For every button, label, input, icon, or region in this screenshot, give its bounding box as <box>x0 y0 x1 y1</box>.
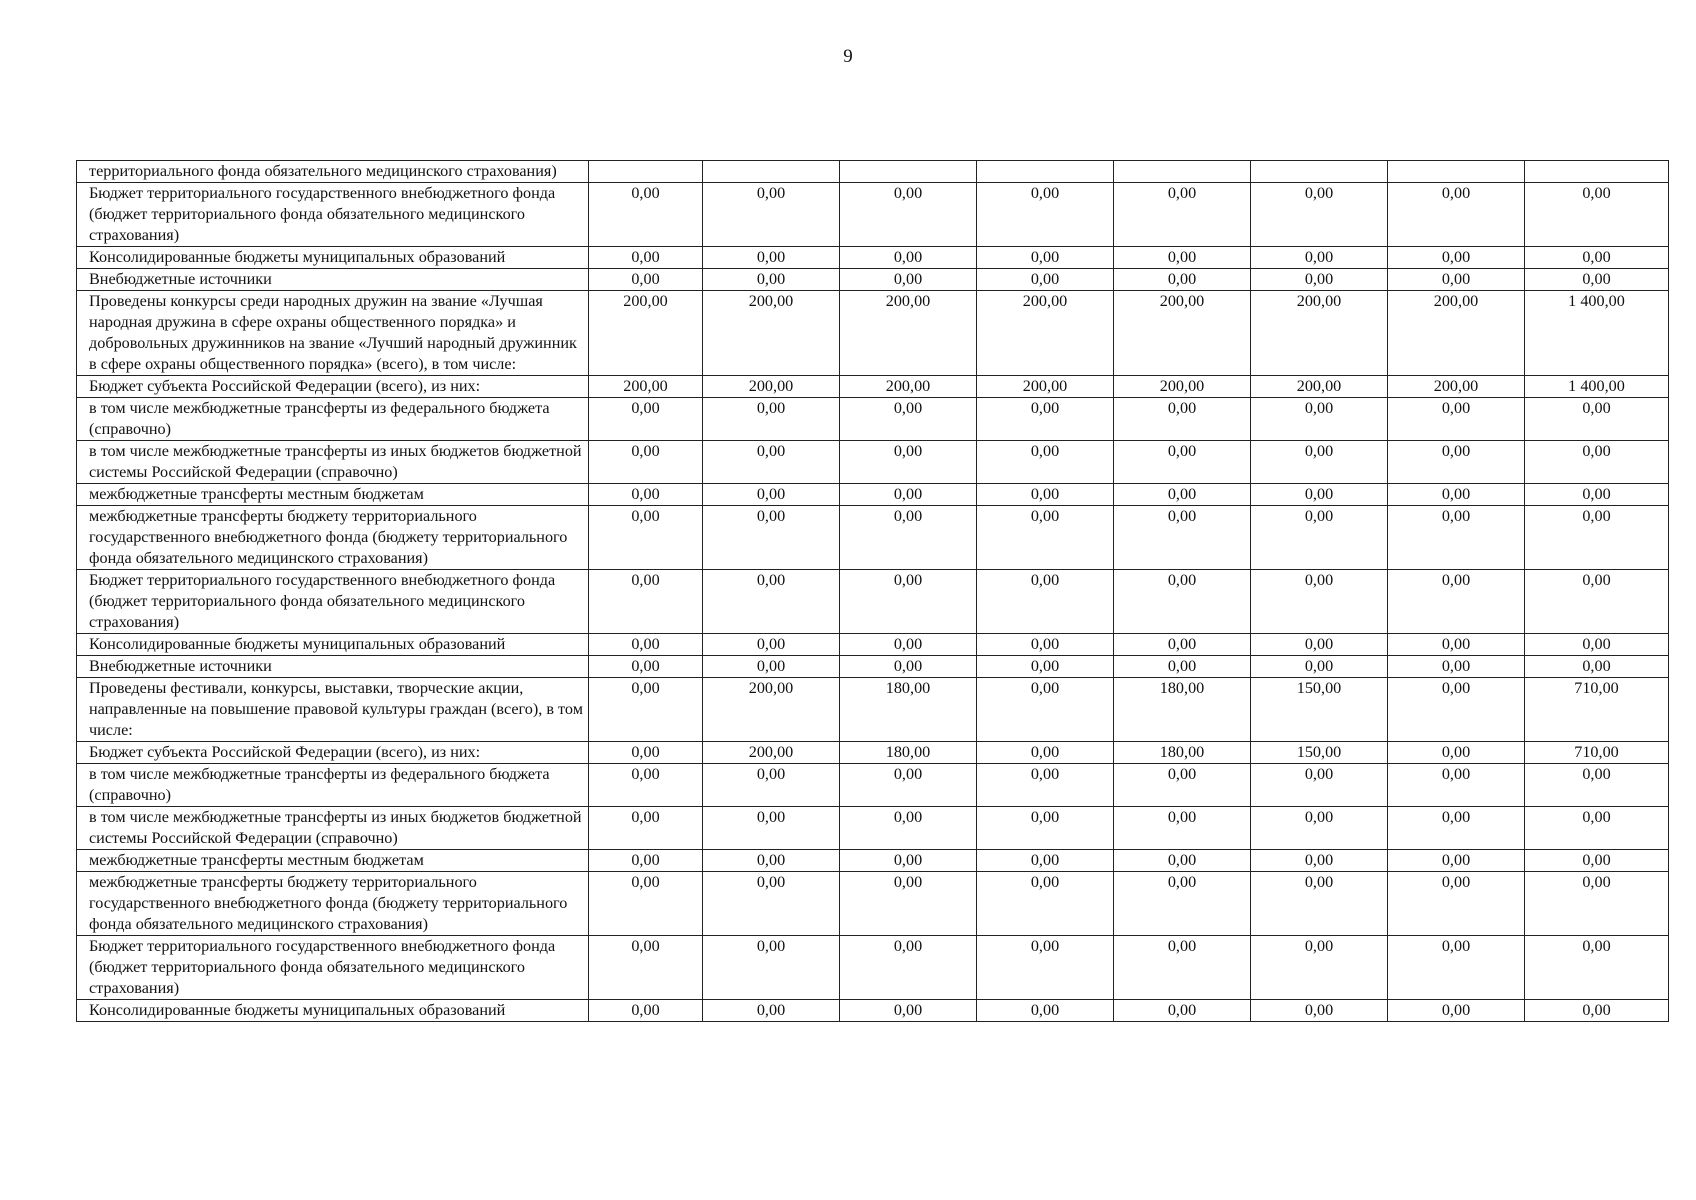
table-row <box>77 807 1669 850</box>
value-cell: 0,00 <box>1388 269 1525 291</box>
value-cell: 0,00 <box>840 398 977 441</box>
table-row <box>77 850 1669 872</box>
value-cell: 0,00 <box>977 742 1114 764</box>
value-cell: 200,00 <box>703 376 840 398</box>
row-label: Бюджет территориального государственного внебюджетного фонда (бюджет территориального фонда обязательного медицинского страхования) <box>77 570 589 634</box>
value-cell: 0,00 <box>1251 398 1388 441</box>
value-cell: 710,00 <box>1525 742 1669 764</box>
value-cell: 0,00 <box>703 872 840 936</box>
value-cell: 0,00 <box>840 1000 977 1022</box>
value-cell: 0,00 <box>840 850 977 872</box>
value-cell: 0,00 <box>1251 441 1388 484</box>
value-cell: 0,00 <box>840 247 977 269</box>
value-cell: 0,00 <box>703 850 840 872</box>
value-cell: 0,00 <box>977 247 1114 269</box>
row-label: Внебюджетные источники <box>77 269 589 291</box>
value-cell: 1 400,00 <box>1525 376 1669 398</box>
value-cell: 0,00 <box>703 269 840 291</box>
value-cell: 0,00 <box>1525 634 1669 656</box>
table-row <box>77 398 1669 441</box>
value-cell: 0,00 <box>1114 656 1251 678</box>
table-row <box>77 872 1669 936</box>
value-cell: 0,00 <box>589 570 703 634</box>
value-cell: 0,00 <box>977 1000 1114 1022</box>
value-cell: 0,00 <box>1251 850 1388 872</box>
value-cell: 180,00 <box>1114 678 1251 742</box>
value-cell: 0,00 <box>840 183 977 247</box>
value-cell: 0,00 <box>977 678 1114 742</box>
value-cell <box>1114 161 1251 183</box>
value-cell: 0,00 <box>1251 506 1388 570</box>
value-cell: 200,00 <box>840 376 977 398</box>
value-cell: 0,00 <box>1251 570 1388 634</box>
value-cell: 200,00 <box>1388 376 1525 398</box>
value-cell: 200,00 <box>1388 291 1525 376</box>
value-cell: 0,00 <box>1114 634 1251 656</box>
value-cell: 0,00 <box>1388 656 1525 678</box>
value-cell: 180,00 <box>840 678 977 742</box>
value-cell: 0,00 <box>840 764 977 807</box>
value-cell: 0,00 <box>1114 850 1251 872</box>
value-cell: 0,00 <box>703 506 840 570</box>
value-cell: 0,00 <box>1251 936 1388 1000</box>
value-cell: 200,00 <box>977 291 1114 376</box>
row-label: в том числе межбюджетные трансферты из федерального бюджета (справочно) <box>77 764 589 807</box>
value-cell: 0,00 <box>1251 247 1388 269</box>
value-cell: 200,00 <box>703 678 840 742</box>
value-cell: 0,00 <box>589 398 703 441</box>
value-cell: 0,00 <box>1525 398 1669 441</box>
table-row <box>77 484 1669 506</box>
value-cell: 0,00 <box>589 764 703 807</box>
value-cell: 1 400,00 <box>1525 291 1669 376</box>
value-cell: 0,00 <box>1388 1000 1525 1022</box>
value-cell: 0,00 <box>589 936 703 1000</box>
value-cell: 0,00 <box>703 247 840 269</box>
value-cell <box>703 161 840 183</box>
value-cell: 0,00 <box>840 441 977 484</box>
row-label: межбюджетные трансферты бюджету территориального государственного внебюджетного фонда (бюджету территориального фонда обязательного медицинского страхования) <box>77 872 589 936</box>
value-cell: 0,00 <box>1114 807 1251 850</box>
value-cell: 0,00 <box>1525 1000 1669 1022</box>
value-cell: 0,00 <box>589 247 703 269</box>
value-cell: 0,00 <box>589 850 703 872</box>
value-cell: 0,00 <box>1525 764 1669 807</box>
value-cell: 0,00 <box>1525 269 1669 291</box>
value-cell: 0,00 <box>589 484 703 506</box>
value-cell: 0,00 <box>703 1000 840 1022</box>
value-cell: 200,00 <box>1251 376 1388 398</box>
value-cell: 200,00 <box>1251 291 1388 376</box>
row-label: Бюджет субъекта Российской Федерации (всего), из них: <box>77 376 589 398</box>
value-cell: 0,00 <box>1114 183 1251 247</box>
row-label: межбюджетные трансферты местным бюджетам <box>77 484 589 506</box>
value-cell: 200,00 <box>1114 291 1251 376</box>
value-cell: 0,00 <box>840 634 977 656</box>
value-cell: 0,00 <box>977 570 1114 634</box>
value-cell: 200,00 <box>840 291 977 376</box>
value-cell: 0,00 <box>1251 656 1388 678</box>
row-label: Внебюджетные источники <box>77 656 589 678</box>
row-label: в том числе межбюджетные трансферты из иных бюджетов бюджетной системы Российской Федерации (справочно) <box>77 807 589 850</box>
value-cell: 0,00 <box>589 678 703 742</box>
value-cell <box>840 161 977 183</box>
value-cell: 0,00 <box>703 570 840 634</box>
table-body <box>77 161 1669 1022</box>
value-cell: 0,00 <box>840 872 977 936</box>
value-cell <box>977 161 1114 183</box>
row-label: Проведены конкурсы среди народных дружин на звание «Лучшая народная дружина в сфере охраны общественного порядка» и добровольных дружинников на звание «Лучший народный дружинник в сфере охраны общественного порядка» (всего), в том числе: <box>77 291 589 376</box>
value-cell: 0,00 <box>1114 570 1251 634</box>
table-row <box>77 764 1669 807</box>
table-row <box>77 742 1669 764</box>
value-cell: 0,00 <box>1114 441 1251 484</box>
value-cell: 0,00 <box>1525 872 1669 936</box>
value-cell: 0,00 <box>589 269 703 291</box>
value-cell: 0,00 <box>840 656 977 678</box>
value-cell: 0,00 <box>977 807 1114 850</box>
value-cell: 0,00 <box>1114 872 1251 936</box>
row-label: в том числе межбюджетные трансферты из федерального бюджета (справочно) <box>77 398 589 441</box>
value-cell: 0,00 <box>1525 484 1669 506</box>
value-cell: 0,00 <box>977 269 1114 291</box>
value-cell: 0,00 <box>1114 506 1251 570</box>
value-cell: 0,00 <box>840 484 977 506</box>
value-cell: 0,00 <box>1388 678 1525 742</box>
value-cell: 0,00 <box>1525 506 1669 570</box>
value-cell: 180,00 <box>1114 742 1251 764</box>
row-label: Бюджет территориального государственного внебюджетного фонда (бюджет территориального фонда обязательного медицинского страхования) <box>77 183 589 247</box>
row-label: Консолидированные бюджеты муниципальных образований <box>77 634 589 656</box>
value-cell: 200,00 <box>977 376 1114 398</box>
value-cell: 0,00 <box>1388 570 1525 634</box>
table-row <box>77 161 1669 183</box>
value-cell: 0,00 <box>1525 656 1669 678</box>
value-cell: 0,00 <box>703 807 840 850</box>
value-cell: 0,00 <box>1388 506 1525 570</box>
value-cell: 0,00 <box>977 183 1114 247</box>
value-cell: 0,00 <box>1114 764 1251 807</box>
table-row <box>77 634 1669 656</box>
value-cell: 0,00 <box>1388 183 1525 247</box>
value-cell <box>589 161 703 183</box>
value-cell: 0,00 <box>1388 742 1525 764</box>
value-cell: 0,00 <box>589 634 703 656</box>
value-cell: 0,00 <box>1251 1000 1388 1022</box>
table-row <box>77 506 1669 570</box>
value-cell: 0,00 <box>1251 484 1388 506</box>
value-cell: 0,00 <box>840 506 977 570</box>
value-cell: 0,00 <box>1525 807 1669 850</box>
value-cell: 0,00 <box>1251 764 1388 807</box>
value-cell: 0,00 <box>1525 183 1669 247</box>
table-row <box>77 656 1669 678</box>
row-label: Бюджет территориального государственного внебюджетного фонда (бюджет территориального фонда обязательного медицинского страхования) <box>77 936 589 1000</box>
table-row <box>77 247 1669 269</box>
budget-table <box>76 160 1669 1022</box>
value-cell: 0,00 <box>977 764 1114 807</box>
row-label: Бюджет субъекта Российской Федерации (всего), из них: <box>77 742 589 764</box>
value-cell: 0,00 <box>1388 247 1525 269</box>
table-row <box>77 936 1669 1000</box>
table-row <box>77 291 1669 376</box>
value-cell: 0,00 <box>1114 247 1251 269</box>
value-cell: 0,00 <box>977 441 1114 484</box>
page-number: 9 <box>843 46 853 67</box>
row-label: в том числе межбюджетные трансферты из иных бюджетов бюджетной системы Российской Федерации (справочно) <box>77 441 589 484</box>
value-cell: 0,00 <box>1251 634 1388 656</box>
value-cell <box>1388 161 1525 183</box>
row-label: межбюджетные трансферты местным бюджетам <box>77 850 589 872</box>
value-cell: 0,00 <box>589 441 703 484</box>
value-cell: 200,00 <box>589 376 703 398</box>
value-cell: 0,00 <box>1388 872 1525 936</box>
value-cell: 0,00 <box>589 183 703 247</box>
value-cell: 0,00 <box>1251 807 1388 850</box>
value-cell: 0,00 <box>1114 1000 1251 1022</box>
value-cell: 0,00 <box>1525 936 1669 1000</box>
value-cell: 0,00 <box>703 634 840 656</box>
value-cell: 0,00 <box>1525 247 1669 269</box>
value-cell: 0,00 <box>977 656 1114 678</box>
value-cell: 0,00 <box>1251 269 1388 291</box>
value-cell: 0,00 <box>1388 484 1525 506</box>
table-row <box>77 570 1669 634</box>
value-cell: 0,00 <box>840 936 977 1000</box>
value-cell: 0,00 <box>1251 183 1388 247</box>
value-cell: 0,00 <box>589 872 703 936</box>
value-cell: 0,00 <box>977 484 1114 506</box>
row-label: Консолидированные бюджеты муниципальных образований <box>77 247 589 269</box>
value-cell: 0,00 <box>589 1000 703 1022</box>
value-cell: 200,00 <box>703 742 840 764</box>
table-row <box>77 183 1669 247</box>
value-cell: 0,00 <box>977 398 1114 441</box>
value-cell: 0,00 <box>977 634 1114 656</box>
value-cell: 0,00 <box>1525 570 1669 634</box>
table-row <box>77 441 1669 484</box>
value-cell: 0,00 <box>703 484 840 506</box>
value-cell: 0,00 <box>1251 872 1388 936</box>
value-cell: 0,00 <box>1114 936 1251 1000</box>
value-cell: 0,00 <box>1388 936 1525 1000</box>
value-cell: 0,00 <box>977 936 1114 1000</box>
value-cell: 0,00 <box>1388 634 1525 656</box>
value-cell: 0,00 <box>703 936 840 1000</box>
table-row <box>77 678 1669 742</box>
value-cell <box>1251 161 1388 183</box>
row-label: Консолидированные бюджеты муниципальных образований <box>77 1000 589 1022</box>
value-cell: 0,00 <box>703 764 840 807</box>
table-row <box>77 269 1669 291</box>
value-cell: 0,00 <box>589 807 703 850</box>
value-cell: 0,00 <box>840 570 977 634</box>
value-cell: 0,00 <box>1114 269 1251 291</box>
value-cell <box>1525 161 1669 183</box>
value-cell: 0,00 <box>1525 850 1669 872</box>
value-cell: 0,00 <box>703 441 840 484</box>
value-cell: 0,00 <box>703 398 840 441</box>
value-cell: 0,00 <box>977 506 1114 570</box>
value-cell: 200,00 <box>1114 376 1251 398</box>
value-cell: 0,00 <box>1525 441 1669 484</box>
row-label: Проведены фестивали, конкурсы, выставки, творческие акции, направленные на повышение правовой культуры граждан (всего), в том числе: <box>77 678 589 742</box>
value-cell: 0,00 <box>1114 398 1251 441</box>
table-row <box>77 376 1669 398</box>
value-cell: 150,00 <box>1251 678 1388 742</box>
value-cell: 180,00 <box>840 742 977 764</box>
value-cell: 0,00 <box>1388 764 1525 807</box>
value-cell: 150,00 <box>1251 742 1388 764</box>
value-cell: 200,00 <box>589 291 703 376</box>
value-cell: 0,00 <box>1388 807 1525 850</box>
value-cell: 0,00 <box>703 183 840 247</box>
value-cell: 0,00 <box>589 506 703 570</box>
table-row <box>77 1000 1669 1022</box>
value-cell: 0,00 <box>703 656 840 678</box>
row-label: межбюджетные трансферты бюджету территориального государственного внебюджетного фонда (бюджету территориального фонда обязательного медицинского страхования) <box>77 506 589 570</box>
value-cell: 0,00 <box>977 850 1114 872</box>
value-cell: 200,00 <box>703 291 840 376</box>
value-cell: 0,00 <box>840 807 977 850</box>
value-cell: 0,00 <box>589 742 703 764</box>
value-cell: 0,00 <box>1388 398 1525 441</box>
value-cell: 0,00 <box>1388 441 1525 484</box>
value-cell: 710,00 <box>1525 678 1669 742</box>
value-cell: 0,00 <box>589 656 703 678</box>
value-cell: 0,00 <box>1114 484 1251 506</box>
row-label: территориального фонда обязательного медицинского страхования) <box>77 161 589 183</box>
value-cell: 0,00 <box>977 872 1114 936</box>
value-cell: 0,00 <box>840 269 977 291</box>
value-cell: 0,00 <box>1388 850 1525 872</box>
